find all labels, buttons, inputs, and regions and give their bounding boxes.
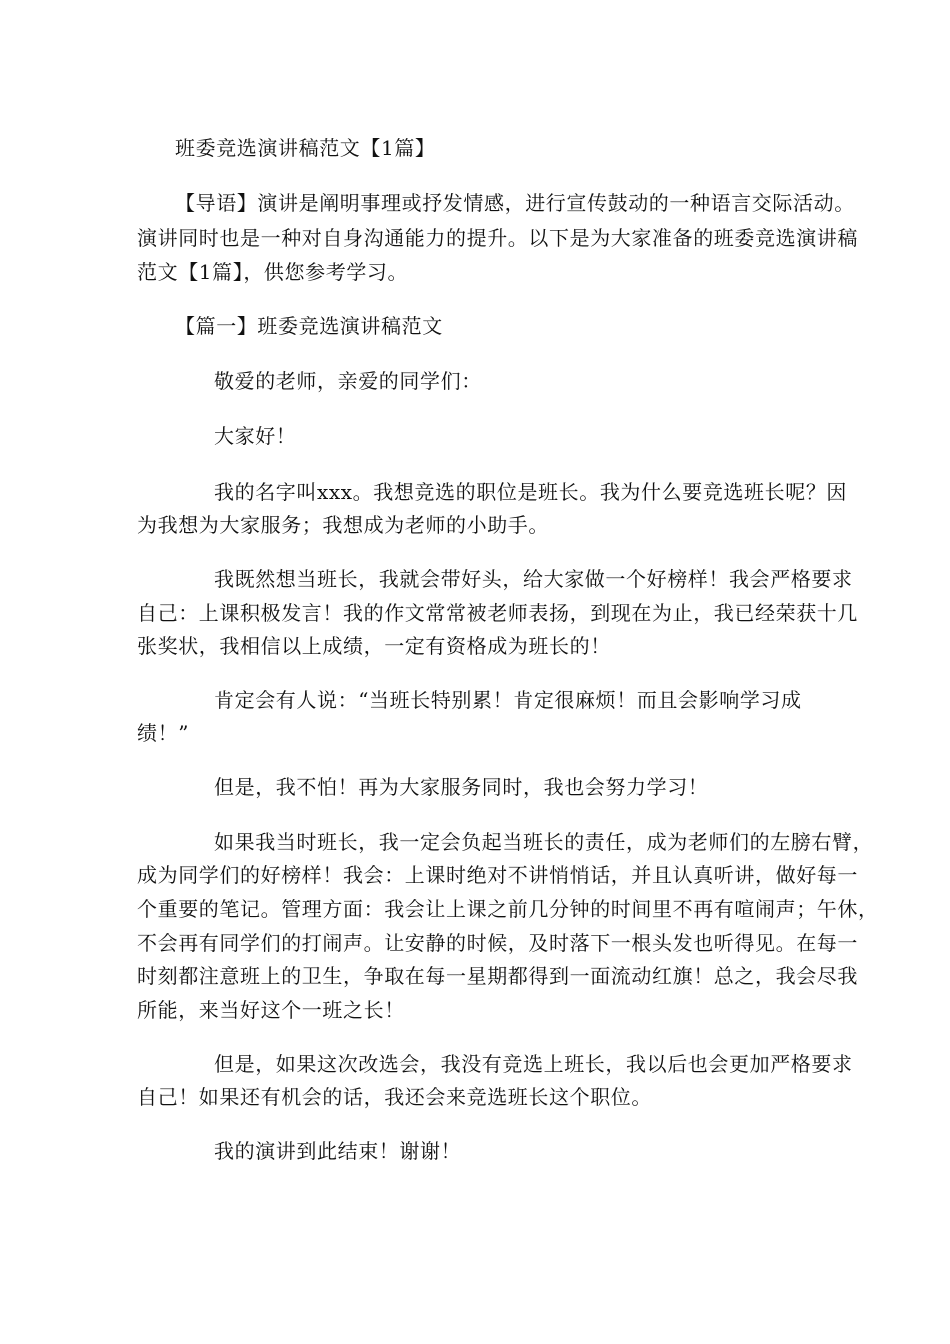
closing-line: 我的演讲到此结束！谢谢！ <box>214 1139 462 1163</box>
paragraph-5-line-5: 时刻都注意班上的卫生，争取在每一星期都得到一面流动红旗！总之，我会尽我 <box>137 964 858 988</box>
paragraph-5-line-1: 如果我当时班长，我一定会负起当班长的责任，成为老师们的左膀右臂， <box>214 830 874 854</box>
paragraph-3-line-1: 肯定会有人说：“当班长特别累！肯定很麻烦！而且会影响学习成 <box>214 688 802 712</box>
paragraph-3-line-2: 绩！” <box>137 721 190 745</box>
paragraph-5-line-6: 所能，来当好这个一班之长！ <box>137 998 405 1022</box>
intro-line-1: 【导语】演讲是阐明事理或抒发情感，进行宣传鼓动的一种语言交际活动。 <box>175 191 855 215</box>
greeting: 大家好！ <box>214 424 297 448</box>
document-title: 班委竞选演讲稿范文【1篇】 <box>175 136 436 160</box>
paragraph-5-line-2: 成为同学们的好榜样！我会：上课时绝对不讲悄悄话，并且认真听讲，做好每一 <box>137 863 858 887</box>
paragraph-5-line-3: 个重要的笔记。管理方面：我会让上课之前几分钟的时间里不再有喧闹声；午休， <box>137 897 879 921</box>
paragraph-2-line-2: 自己：上课积极发言！我的作文常常被老师表扬，到现在为止，我已经荣获十几 <box>137 601 858 625</box>
salutation: 敬爱的老师，亲爱的同学们： <box>214 369 482 393</box>
paragraph-4-line-1: 但是，我不怕！再为大家服务同时，我也会努力学习！ <box>214 775 709 799</box>
paragraph-1-line-1: 我的名字叫xxx。我想竞选的职位是班长。我为什么要竞选班长呢？因 <box>214 480 848 504</box>
paragraph-2-line-3: 张奖状，我相信以上成绩，一定有资格成为班长的！ <box>137 634 611 658</box>
paragraph-2-line-1: 我既然想当班长，我就会带好头，给大家做一个好榜样！我会严格要求 <box>214 567 853 591</box>
paragraph-6-line-2: 自己！如果还有机会的话，我还会来竞选班长这个职位。 <box>137 1085 652 1109</box>
paragraph-5-line-4: 不会再有同学们的打闹声。让安静的时候，及时落下一根头发也听得见。在每一 <box>137 931 858 955</box>
paragraph-6-line-1: 但是，如果这次改选会，我没有竞选上班长，我以后也会更加严格要求 <box>214 1052 853 1076</box>
paragraph-1-line-2: 为我想为大家服务；我想成为老师的小助手。 <box>137 513 549 537</box>
intro-line-3: 范文【1篇】，供您参考学习。 <box>137 260 409 284</box>
intro-line-2: 演讲同时也是一种对自身沟通能力的提升。以下是为大家准备的班委竞选演讲稿 <box>137 226 858 250</box>
section-heading: 【篇一】班委竞选演讲稿范文 <box>175 314 443 338</box>
